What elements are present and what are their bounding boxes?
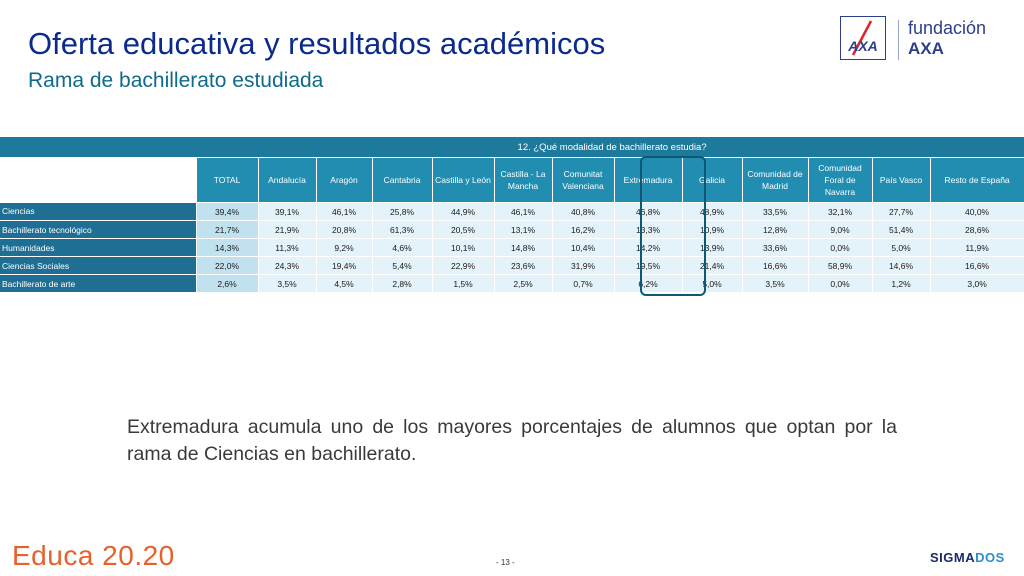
table-row <box>0 203 1024 221</box>
table-cell: 2,5% <box>494 275 552 293</box>
logo-text-axa: AXA <box>908 39 944 58</box>
column-header: Andalucía <box>258 158 316 203</box>
table-cell: 0,0% <box>808 275 872 293</box>
table-cell: 58,9% <box>808 257 872 275</box>
table-cell: 14,6% <box>872 257 930 275</box>
table-cell: 39,1% <box>258 203 316 221</box>
table-cell: 44,9% <box>432 203 494 221</box>
table-cell: 11,3% <box>258 239 316 257</box>
table-cell: 4,5% <box>316 275 372 293</box>
table-cell: 40,8% <box>552 203 614 221</box>
table-cell: 33,6% <box>742 239 808 257</box>
table-cell: 16,6% <box>742 257 808 275</box>
table-cell: 27,7% <box>872 203 930 221</box>
column-header: Comunidad de Madrid <box>742 158 808 203</box>
table-cell: 25,8% <box>372 203 432 221</box>
column-header: Comunitat Valenciana <box>552 158 614 203</box>
table-cell: 14,2% <box>614 239 682 257</box>
table-cell: 31,9% <box>552 257 614 275</box>
table-cell: 2,6% <box>196 275 258 293</box>
table-row <box>0 275 1024 293</box>
table-cell: 13,9% <box>682 239 742 257</box>
table-cell: 1,5% <box>432 275 494 293</box>
table-cell: 21,9% <box>258 221 316 239</box>
table-cell: 19,5% <box>614 257 682 275</box>
table-cell: 19,4% <box>316 257 372 275</box>
table-cell: 12,8% <box>742 221 808 239</box>
question-header: 12. ¿Qué modalidad de bachillerato estudia? <box>0 137 1024 158</box>
table-cell: 2,8% <box>372 275 432 293</box>
page-title: Oferta educativa y resultados académicos <box>28 26 606 61</box>
table-cell: 14,8% <box>494 239 552 257</box>
table-cell: 6,2% <box>614 275 682 293</box>
table-cell: 22,9% <box>432 257 494 275</box>
table-cell: 24,3% <box>258 257 316 275</box>
row-label: Bachillerato tecnológico <box>0 221 196 239</box>
column-header: Galicia <box>682 158 742 203</box>
row-label: Bachillerato de arte <box>0 275 196 293</box>
row-label: Ciencias Sociales <box>0 257 196 275</box>
table-cell: 5,0% <box>872 239 930 257</box>
table-cell: 3,5% <box>258 275 316 293</box>
table-cell: 40,0% <box>930 203 1024 221</box>
header-blank-cell <box>0 158 196 203</box>
table-cell: 51,4% <box>872 221 930 239</box>
table-cell: 39,4% <box>196 203 258 221</box>
axa-logo-icon <box>840 16 886 60</box>
axa-mark-text: AXA <box>848 38 878 54</box>
table-cell: 33,5% <box>742 203 808 221</box>
table-cell: 46,8% <box>614 203 682 221</box>
table-cell: 14,3% <box>196 239 258 257</box>
logo-divider <box>898 20 899 60</box>
table-cell: 3,0% <box>930 275 1024 293</box>
column-header: Aragón <box>316 158 372 203</box>
column-header: Castilla - La Mancha <box>494 158 552 203</box>
column-header: País Vasco <box>872 158 930 203</box>
table-cell: 1,2% <box>872 275 930 293</box>
page-number: - 13 - <box>496 558 515 567</box>
table-cell: 13,1% <box>494 221 552 239</box>
table-cell: 20,8% <box>316 221 372 239</box>
sigmados-logo-dos: DOS <box>975 550 1005 565</box>
fundacion-axa-logo <box>840 16 1016 62</box>
table-cell: 9,0% <box>808 221 872 239</box>
table-cell: 61,3% <box>372 221 432 239</box>
column-header: Cantabria <box>372 158 432 203</box>
table-cell: 16,6% <box>930 257 1024 275</box>
table-row <box>0 257 1024 275</box>
table-cell: 5,0% <box>682 275 742 293</box>
table-row <box>0 221 1024 239</box>
column-header: TOTAL <box>196 158 258 203</box>
row-label: Ciencias <box>0 203 196 221</box>
table-cell: 28,6% <box>930 221 1024 239</box>
table-cell: 9,2% <box>316 239 372 257</box>
column-header: Extremadura <box>614 158 682 203</box>
table-cell: 0,0% <box>808 239 872 257</box>
table-cell: 32,1% <box>808 203 872 221</box>
column-header: Resto de España <box>930 158 1024 203</box>
table-cell: 3,5% <box>742 275 808 293</box>
table-cell: 23,6% <box>494 257 552 275</box>
table-cell: 46,1% <box>316 203 372 221</box>
table-cell: 0,7% <box>552 275 614 293</box>
table-cell: 21,7% <box>196 221 258 239</box>
table-cell: 22,0% <box>196 257 258 275</box>
table-cell: 11,9% <box>930 239 1024 257</box>
table-cell: 4,6% <box>372 239 432 257</box>
sigmados-logo-sigma: SIGMA <box>930 550 976 565</box>
table-cell: 5,4% <box>372 257 432 275</box>
row-label: Humanidades <box>0 239 196 257</box>
summary-note: Extremadura acumula uno de los mayores porcentajes de alumnos que optan por la rama de Ciencias en bachillerato. <box>127 416 897 465</box>
table-cell: 20,5% <box>432 221 494 239</box>
column-header: Castilla y León <box>432 158 494 203</box>
table-cell: 10,4% <box>552 239 614 257</box>
table-cell: 21,4% <box>682 257 742 275</box>
table-cell: 46,1% <box>494 203 552 221</box>
table-row <box>0 239 1024 257</box>
sigmados-logo <box>930 550 1005 565</box>
table-cell: 48,9% <box>682 203 742 221</box>
educa-2020-logo: Educa 20.20 <box>12 540 175 571</box>
page-subtitle: Rama de bachillerato estudiada <box>28 69 324 92</box>
table-cell: 16,2% <box>552 221 614 239</box>
table-cell: 10,1% <box>432 239 494 257</box>
table-cell: 13,3% <box>614 221 682 239</box>
logo-text-fundacion: fundación <box>908 18 987 38</box>
column-header: Comunidad Foral de Navarra <box>808 158 872 203</box>
results-table <box>0 137 1024 293</box>
table-cell: 10,9% <box>682 221 742 239</box>
extremadura-highlight-box <box>640 156 706 296</box>
